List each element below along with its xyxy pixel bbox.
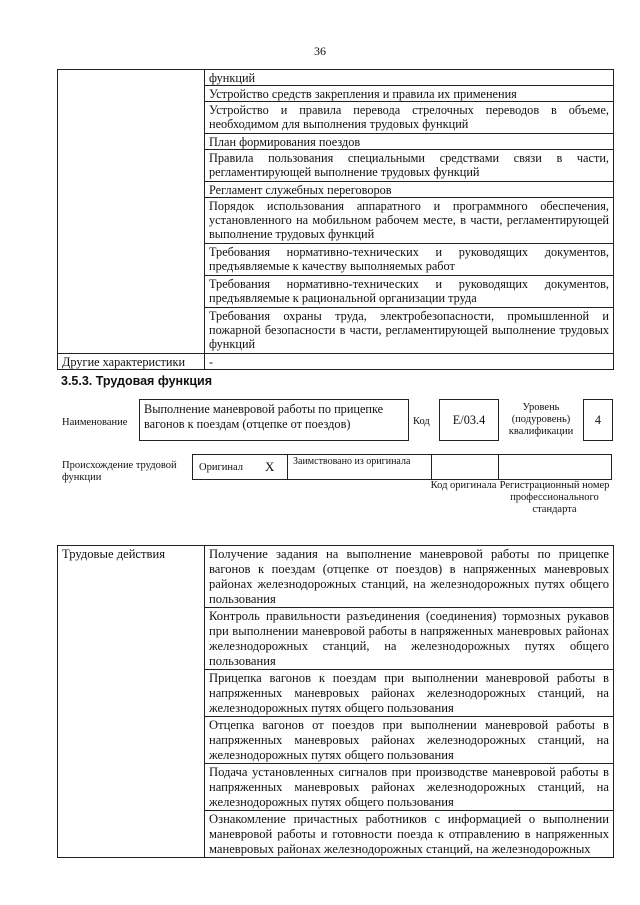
requirement-cell: Требования нормативно-технических и руководящих документов, предъявляемые к качеству выполняемых работ — [205, 244, 614, 276]
labor-action-cell: Получение задания на выполнение маневровой работы по прицепке вагонов к поездам (отцепке от поездов) в напряженных маневровых районах железнодорожных станций, на железнодорожных путях общего пользования — [205, 546, 614, 608]
original-cell — [193, 455, 288, 479]
requirement-cell: Правила пользования специальными средствами связи в части, регламентирующей выполнение трудовых функций — [205, 150, 614, 182]
page-number: 36 — [314, 44, 326, 58]
requirement-cell: Устройство средств закрепления и правила их применения — [205, 86, 614, 102]
requirement-cell: Требования нормативно-технических и руководящих документов, предъявляемые к рациональной организации труда — [205, 276, 614, 308]
other-characteristics-value: - — [205, 354, 614, 370]
original-code-cell — [431, 455, 499, 479]
requirement-cell: План формирования поездов — [205, 134, 614, 150]
requirement-cell: Порядок использования аппаратного и программного обеспечения, установленного на мобильном рабочем месте, в части, регламентирующей выполнение трудовых функций — [205, 198, 614, 244]
requirement-cell: Регламент служебных переговоров — [205, 182, 614, 198]
qualification-level-box: 4 — [583, 399, 613, 441]
labor-action-cell: Контроль правильности разъединения (соединения) тормозных рукавов при выполнении маневровой работы в напряженных маневровых районах железнодорожных станций, на железнодорожных путях общего пользования — [205, 608, 614, 670]
function-name-box: Выполнение маневровой работы по прицепке вагонов к поездам (отцепке от поездов) — [139, 399, 409, 441]
table-row — [58, 70, 614, 86]
table-row — [58, 546, 614, 608]
function-code-box: E/03.4 — [439, 399, 499, 441]
labor-action-cell: Ознакомление причастных работников с информацией о выполнении маневровой работы и готовности поезда к отправлению в напряженных маневровых районах железнодорожных станций, на железнодорожных — [205, 811, 614, 858]
section-title: 3.5.3. Трудовая функция — [61, 374, 213, 388]
borrowed-label: Заимствовано из оригинала — [293, 456, 411, 467]
origin-row-box — [192, 454, 612, 480]
original-label: Оригинал — [199, 462, 243, 473]
requirement-cell: Устройство и правила перевода стрелочных переводов в объеме, необходимом для выполнения трудовых функций — [205, 102, 614, 134]
requirement-cell: Требования охраны труда, электробезопасности, промышленной и пожарной безопасности в части, регламентирующей выполнение трудовых функций — [205, 308, 614, 354]
requirements-table — [57, 69, 614, 370]
labor-actions-table — [57, 545, 614, 858]
requirement-cell: функций — [205, 70, 614, 86]
original-code-caption: Код оригинала — [430, 480, 497, 491]
original-mark: X — [265, 459, 275, 474]
registration-number-cell — [498, 455, 611, 479]
borrowed-cell — [287, 455, 432, 479]
name-label: Наименование — [62, 417, 128, 428]
labor-action-cell: Подача установленных сигналов при производстве маневровой работы в напряженных маневровых районах железнодорожных станций, на железнодорожных путях общего пользования — [205, 764, 614, 811]
labor-actions-label: Трудовые действия — [58, 546, 205, 858]
other-characteristics-label: Другие характеристики — [58, 354, 205, 370]
registration-number-caption: Регистрационный номер профессионального стандарта — [499, 480, 610, 515]
qualification-level-label: Уровень (подуровень) квалификации — [508, 402, 574, 437]
labor-action-cell: Прицепка вагонов к поездам при выполнении маневровой работы в напряженных маневровых районах железнодорожных станций, на железнодорожных путях общего пользования — [205, 670, 614, 717]
code-label: Код — [413, 416, 430, 427]
labor-action-cell: Отцепка вагонов от поездов при выполнении маневровой работы в напряженных маневровых районах железнодорожных станций, на железнодорожных путях общего пользования — [205, 717, 614, 764]
category-cell-empty — [58, 70, 205, 354]
table-row — [58, 354, 614, 370]
origin-label: Происхождение трудовой функции — [62, 460, 177, 483]
